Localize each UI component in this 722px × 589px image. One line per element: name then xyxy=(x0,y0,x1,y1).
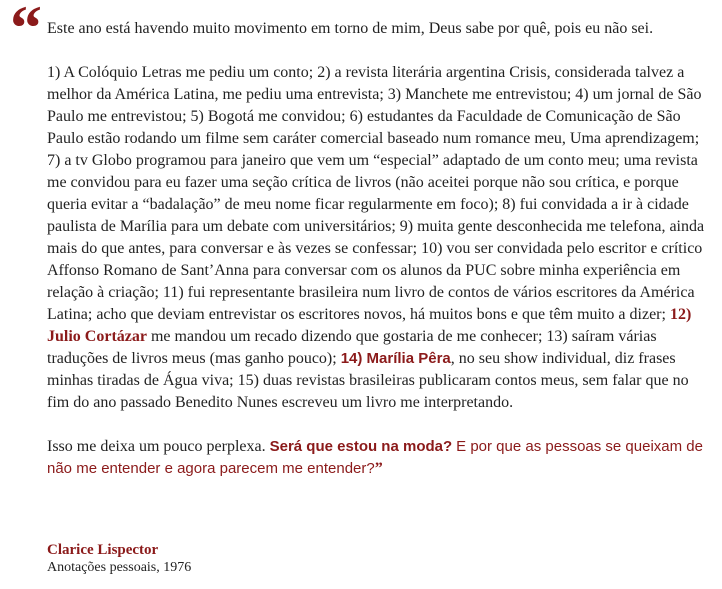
close-quote-icon: ” xyxy=(374,460,383,477)
list-text-part1: 1) A Colóquio Letras me pediu um conto; 2) a revista literária argentina Crisis, considerada talvez a melhor da América Latina, me pediu uma entrevista; 3) Manchete me entrevistou; 4) um jornal de São Paulo me entrevistou; 5) Bogotá me convidou; 6) estudantes da Faculdade de Comunicação de São Paulo estão rodando um filme sem caráter comercial baseado num romance meu, Uma aprendizagem; 7) a tv Globo programou para janeiro que vem um “especial” adaptado de um conto meu; uma revista me convidou para eu fazer uma seção crítica de livros (não aceitei porque não sou crítica, e porque queria evitar a “badalação” de meu nome ficar regularmente em foco); 8) fui convidada a ir à cidade paulista de Marília para um debate com universitários; 9) muita gente desconhecida me telefona, ainda mais do que antes, para conversar e às vezes se confessar; 10) vou ser convidada pelo escritor e crítico Affonso Romano de Sant’Anna para conversar com os alunos da PUC sobre minha experiência em relação à criação; 11) fui representante brasileira num livro de contos de vários escritores da América Latina; acho que deviam entrevistar os escritores novos, há muitos bons e que têm muito a dizer; xyxy=(47,64,705,323)
list-text-part3: , no seu show individual, diz frases minhas tiradas de Água viva; 15) duas revistas brasileiras publicaram contos meus, sem falar que no fim do ano passado Benedito Nunes escreveu um livro me interpretando. xyxy=(47,350,689,411)
highlight-marilia-pera: 14) Marília Pêra xyxy=(340,350,451,367)
source-note: Anotações pessoais, 1976 xyxy=(47,560,192,575)
closing-lead: Isso me deixa um pouco perplexa. xyxy=(47,438,266,455)
highlight-question: Será que estou na moda? xyxy=(269,438,453,455)
highlight-cortazar: 12) Julio Cortázar xyxy=(47,306,692,345)
quote-intro: Este ano está havendo muito movimento em torno de mim, Deus sabe por quê, pois eu não sei. xyxy=(47,20,654,37)
attribution xyxy=(47,541,191,577)
list-text-part2: me mandou um recado dizendo que gostaria de me conhecer; 13) saíram várias traduções de livros meus (mas ganho pouco); xyxy=(47,328,657,367)
closing-tail: E por que as pessoas se queixam de não me entender e agora parecem me entender? xyxy=(47,438,703,477)
quote-body xyxy=(47,18,713,502)
open-quote-icon: “ xyxy=(10,0,42,63)
quote-list-paragraph xyxy=(47,62,713,414)
quote-closing-paragraph xyxy=(47,436,713,480)
author-name: Clarice Lispector xyxy=(47,542,159,558)
